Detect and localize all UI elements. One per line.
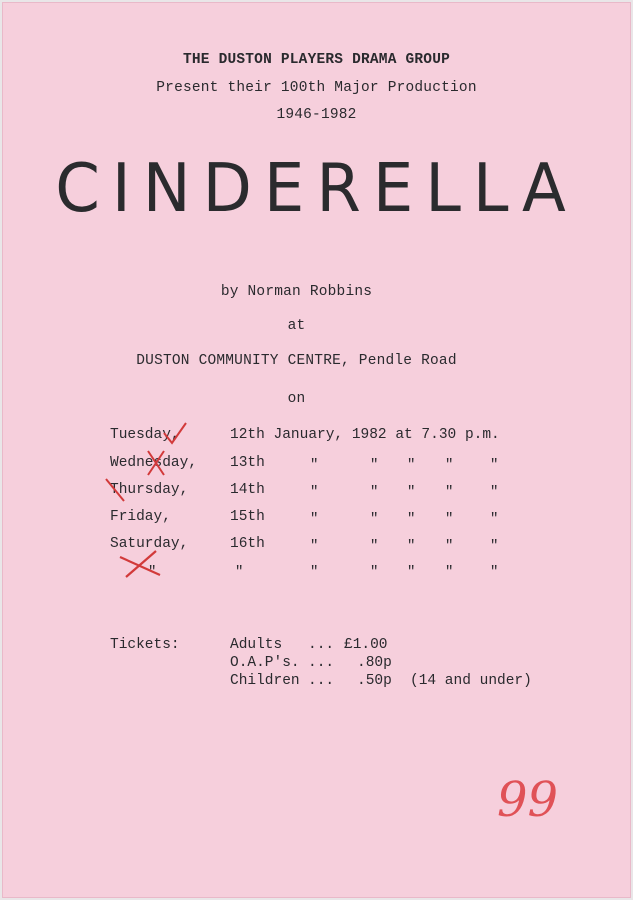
ditto-mark: " [310, 457, 319, 473]
ticket-price: .50p [357, 673, 392, 689]
group-name: THE DUSTON PLAYERS DRAMA GROUP [182, 52, 451, 68]
programme-sheet [2, 2, 631, 898]
ditto-mark: " [490, 484, 499, 500]
ticket-type: O.A.P's. [230, 655, 300, 671]
ticket-price: .80p [357, 655, 392, 671]
ditto-mark: " [445, 457, 454, 473]
ditto-mark: " [407, 511, 416, 527]
schedule-day: Wednesday, [110, 455, 198, 471]
schedule-date: 12th January, 1982 at 7.30 p.m. [230, 427, 500, 443]
ditto-mark: " [310, 484, 319, 500]
cross-out-saturday [120, 551, 160, 577]
ditto-mark: " [370, 457, 379, 473]
cross-out-wednesday [148, 451, 164, 475]
ticket-type: Adults [230, 637, 283, 653]
on-line: on [287, 391, 306, 407]
ticket-dots: ... [308, 673, 335, 689]
schedule-day: Thursday, [110, 482, 189, 498]
ditto-mark: " [407, 538, 416, 554]
schedule-date: 13th [230, 455, 265, 471]
ditto-mark: " [445, 564, 454, 580]
venue-line: DUSTON COMMUNITY CENTRE, Pendle Road [136, 353, 457, 369]
presents-line: Present their 100th Major Production [156, 80, 477, 96]
ditto-mark: " [445, 484, 454, 500]
ditto-mark: " [490, 457, 499, 473]
schedule-day: Tuesday, [110, 427, 180, 443]
ditto-mark: " [407, 564, 416, 580]
ditto-mark: " [445, 511, 454, 527]
ditto-mark: " [370, 484, 379, 500]
ditto-mark: " [370, 511, 379, 527]
years-line: 1946-1982 [276, 107, 357, 123]
ditto-mark: " [407, 457, 416, 473]
ditto-mark: " [310, 511, 319, 527]
ditto-mark: " [370, 538, 379, 554]
ticket-type: Children [230, 673, 300, 689]
ditto-mark: " [490, 538, 499, 554]
ditto-mark: " [148, 564, 157, 580]
schedule-date: 15th [230, 509, 265, 525]
show-title: CINDERELLA [55, 150, 578, 228]
cross-out-thursday [106, 479, 124, 501]
ditto-mark: " [235, 564, 244, 580]
tick-mark-tuesday [164, 423, 186, 443]
tickets-label: Tickets: [110, 637, 180, 653]
ticket-dots: ... [308, 655, 335, 671]
schedule-date: 16th [230, 536, 265, 552]
ditto-mark: " [310, 538, 319, 554]
handwritten-number: 99 [497, 772, 559, 828]
schedule-day: Saturday, [110, 536, 189, 552]
at-line: at [287, 318, 306, 334]
ditto-mark: " [490, 511, 499, 527]
ticket-price: £1.00 [344, 637, 388, 653]
schedule-day: Friday, [110, 509, 171, 525]
schedule-date: 14th [230, 482, 265, 498]
ditto-mark: " [407, 484, 416, 500]
ticket-dots: ... [308, 637, 335, 653]
author-line: by Norman Robbins [220, 284, 373, 300]
ditto-mark: " [310, 564, 319, 580]
red-pen-crossouts [102, 417, 212, 587]
ditto-mark: " [490, 564, 499, 580]
ditto-mark: " [370, 564, 379, 580]
ditto-mark: " [445, 538, 454, 554]
ticket-note: (14 and under) [410, 673, 532, 689]
